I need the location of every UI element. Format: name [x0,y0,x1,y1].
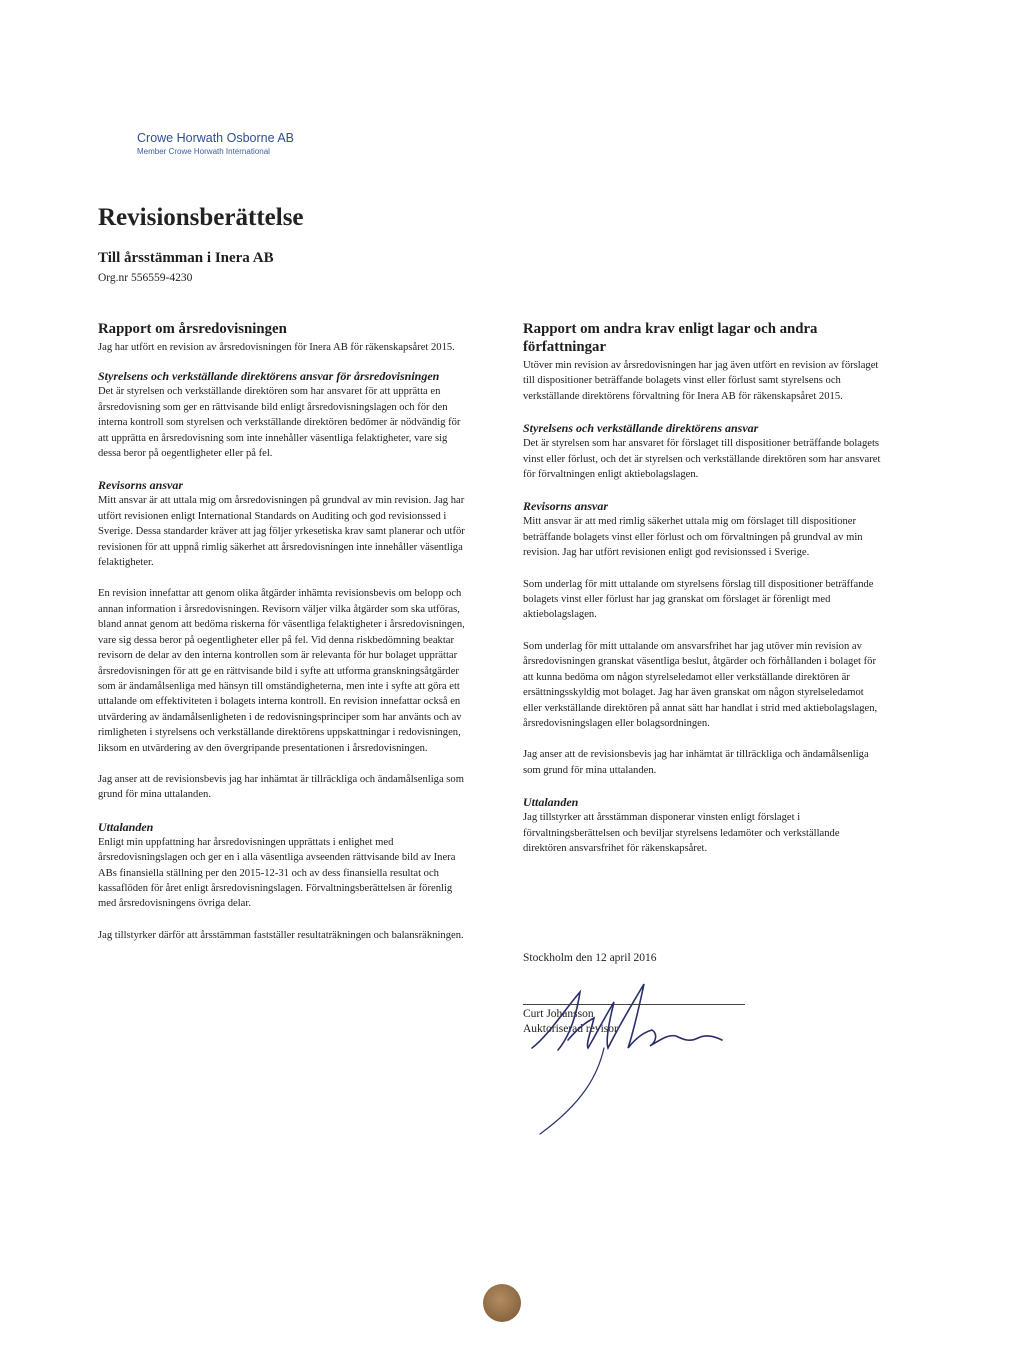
left-column [98,320,470,943]
org-number: Org.nr 556559-4230 [98,272,193,284]
auditor-responsibility-text-1: Mitt ansvar är att uttala mig om årsredovisningen på grundval av min revision. Jag har utfört revisionen enligt International Standards on Auditing och god revisionssed i Sverige. Dessa standarder kräver att jag följer yrkesetiska krav samt planerar och utför revisionen för att uppnå rimlig säkerhet att årsredovisningen inte innehåller väsentliga felaktigheter. [98,495,465,569]
auditor-responsibility-heading-2: Revisorns ansvar [523,499,609,514]
statements-text-r: Jag tillstyrker att årsstämman disponerar vinsten enligt förslaget i förvaltningsberättelsen och beviljar styrelsens ledamöter och verkställande direktören ansvarsfrihet för räkenskapsåret. [523,812,840,854]
auditor-title: Auktoriserad revisor [523,1023,618,1035]
auditor-responsibility-text-r2: Som underlag för mitt uttalande om styrelsens förslag till dispositioner beträffande bolagets vinst eller förlust har jag granskat om förslaget är förenligt med aktiebolagslagen. [523,578,874,621]
right-column [523,320,885,856]
auditor-name: Curt Johansson [523,1008,594,1020]
place-and-date: Stockholm den 12 april 2016 [523,952,657,964]
handwritten-signature [528,978,748,1138]
statements-heading: Uttalanden [98,819,154,834]
other-requirements-intro: Utöver min revision av årsredovisningen har jag även utfört en revision av förslaget till dispositioner beträffande bolagets vinst eller förlust samt styrelsens och verkställande direktörens förvaltning för Inera AB för räkenskapsåret 2015. [523,360,879,402]
statements-text-1: Enligt min uppfattning har årsredovisningen upprättats i enlighet med årsredovisningslagen och ger en i alla väsentliga avseenden rättvisande bild av Inera ABs finansiella ställning per den 2015-12-31 och av dess finansiella resultat och kassaflöden för året enligt årsredovisningslagen. Förvaltningsberättelsen är förenlig med årsredovisningens övriga delar. [98,836,456,910]
board-responsibility-heading: Styrelsens och verkställande direktörens ansvar för årsredovisningen [98,369,440,384]
board-responsibility-text-2: Det är styrelsen som har ansvaret för förslaget till dispositioner beträffande bolagets vinst eller förlust, och det är styrelsen och verkställande direktören som har ansvaret för förvaltningen enligt aktiebolagslagen. [523,438,881,481]
board-responsibility-heading-2: Styrelsens och verkställande direktörens ansvar [523,421,759,436]
statements-text-2: Jag tillstyrker därför att årsstämman fastställer resultaträkningen och balansräkningen. [98,929,464,941]
recipient: Till årsstämman i Inera AB [98,250,274,266]
board-responsibility-text: Det är styrelsen och verkställande direktören som har ansvaret för att upprätta en årsredovisning som ger en rättvisande bild enligt årsredovisningslagen och för den interna kontroll som styrelsen och verkställande direktören bedömer är nödvändig för att upprätta en årsredovisning som inte innehåller väsentliga felaktigheter, vare sig dessa beror på oegentligheter eller på fel. [98,386,461,460]
auditor-responsibility-text-3: Jag anser att de revisionsbevis jag har inhämtat är tillräckliga och ändamålsenliga som grund för mina uttalanden. [98,773,464,801]
auditor-responsibility-text-2: En revision innefattar att genom olika åtgärder inhämta revisionsbevis om belopp och annan information i årsredovisningen. Revisorn väljer vilka åtgärder som ska utföras, bland annat genom att bedöma riskerna för väsentliga felaktigheter i årsredovisningen, vare sig dessa beror på oegentligheter eller på fel. Vid denna riskbedömning beaktar revisorn de delar av den interna kontrollen som är relevanta för hur bolaget upprättar årsredovisningen för att ge en rättvisande bild i syfte att utforma granskningsåtgärder som är ändamålsenliga med hänsyn till omständigheterna, men inte i syfte att göra ett uttalande om effektiviteten i bolagets interna kontroll. En revision innefattar också en utvärdering av ändamålsenligheten i de redovisningsprinciper som har använts och av rimligheten i styrelsens och verkställande direktörens uppskattningar i redovisningen, liksom en utvärdering av den övergripande presentationen i årsredovisningen. [98,588,465,754]
auditor-responsibility-heading: Revisorns ansvar [98,478,184,493]
document-title: Revisionsberättelse [98,204,304,231]
other-requirements-heading: Rapport om andra krav enligt lagar och andra författningar [523,321,818,355]
auditor-responsibility-text-r1: Mitt ansvar är att med rimlig säkerhet uttala mig om förslaget till dispositioner beträffande bolagets vinst eller förlust och om förvaltningen på grundval av min revision. Jag har utfört revisionen enligt god revisionssed i Sverige. [523,516,863,559]
letterhead [137,130,294,157]
page-marker-dot [483,1284,521,1322]
annual-report-heading: Rapport om årsredovisningen [98,321,287,337]
auditor-responsibility-text-r3: Som underlag för mitt uttalande om ansvarsfrihet har jag utöver min revision av årsredovisningen granskat väsentliga beslut, åtgärder och förhållanden i bolaget för att kunna bedöma om någon styrelseledamot eller verkställande direktören är ersättningsskyldig mot bolaget. Jag har även granskat om någon styrelseledamot eller verkställande direktören på annat sätt har handlat i strid med aktiebolagslagen, årsredovisningslagen eller bolagsordningen. [523,640,878,729]
annual-report-intro: Jag har utfört en revision av årsredovisningen för Inera AB för räkenskapsåret 2015. [98,342,455,353]
auditor-responsibility-text-r4: Jag anser att de revisionsbevis jag har inhämtat är tillräckliga och ändamålsenliga som grund för mina uttalanden. [523,749,869,776]
firm-membership: Member Crowe Horwath International [137,147,270,156]
firm-name: Crowe Horwath Osborne AB [137,131,295,145]
statements-heading-2: Uttalanden [523,795,579,810]
